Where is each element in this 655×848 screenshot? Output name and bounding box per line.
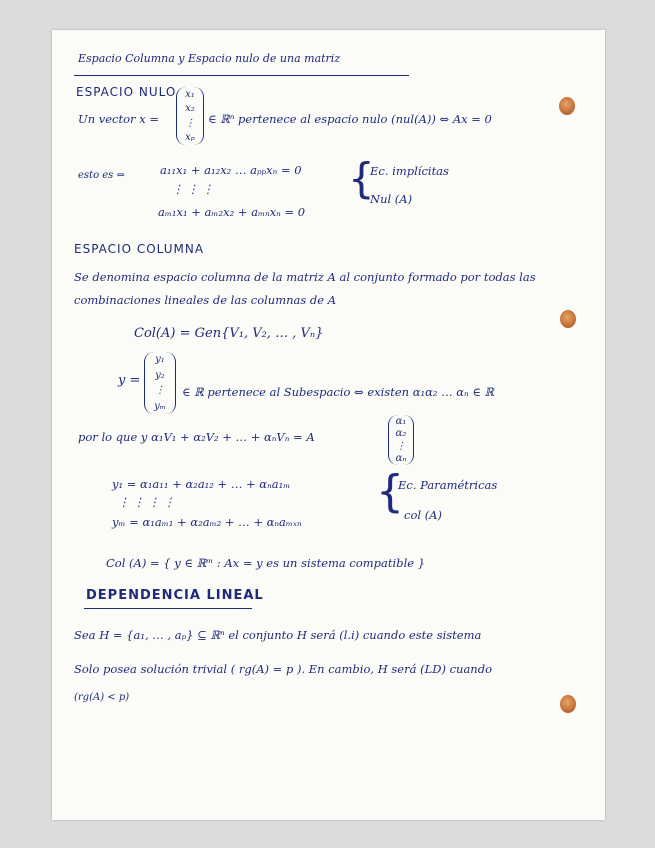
heading-espacio-nulo: ESPACIO NULO [76,85,177,99]
notebook-page [52,30,605,820]
vector-alpha-entry: αₙ [395,453,407,465]
vector-x-entry: ⋮ [185,117,195,129]
note-col-a: col (A) [404,508,442,522]
nulo-note-implicitas: Ec. implícitas [370,164,449,178]
vector-x [176,87,204,145]
nulo-eq-dots: ⋮ ⋮ ⋮ [172,182,214,196]
y-vector-prefix: y = [118,373,141,388]
vector-y-entry: ⋮ [155,385,165,397]
dependencia-line-3: (rg(A) < p) [74,692,130,703]
nulo-brace: { [348,154,375,203]
nulo-eq-prefix: esto es ⇔ [78,170,125,181]
nulo-note-nul: Nul (A) [370,192,413,206]
note-parametricas: Ec. Paramétricas [398,478,498,492]
vector-alpha-entry: ⋮ [396,440,406,452]
system-brace: { [376,466,404,517]
title-underline [74,75,409,76]
vector-y-entry: y₂ [155,369,165,381]
system-row-2: yₘ = α₁aₘ₁ + α₂aₘ₂ + … + αₙaₘₓₙ [112,515,302,529]
nulo-line1-suffix: ∈ ℝⁿ pertenece al espacio nulo (nul(A)) ⇔ Ax = 0 [208,112,492,126]
vector-alpha [388,415,414,465]
vector-y-entry: y₁ [155,354,165,366]
col-set-definition: Col (A) = { y ∈ ℝᵐ : Ax = y es un sistema compatible } [106,556,426,570]
punch-hole-lower [560,695,576,713]
dependencia-line-1: Sea H = {a₁, … , aₚ} ⊆ ℝⁿ el conjunto H será (l.i) cuando este sistema [74,628,482,642]
page-title: Espacio Columna y Espacio nulo de una matriz [78,52,341,65]
vector-alpha-entry: α₁ [395,415,407,427]
nulo-line1-prefix: Un vector x = [78,112,159,126]
punch-hole-middle [560,310,576,328]
y-vector-suffix: ∈ ℝ pertenece al Subespacio ⇔ existen α₁α₂ … αₙ ∈ ℝ [182,385,495,399]
system-dots: ⋮ ⋮ ⋮ ⋮ [118,495,175,509]
vector-x-entry: x₁ [185,88,195,100]
columna-definition-1: Se denomina espacio columna de la matriz A al conjunto formado por todas las [74,270,536,284]
vector-alpha-entry: α₂ [395,428,407,440]
por-lo-que-line: por lo que y α₁V₁ + α₂V₂ + … + αₙVₙ = A [78,430,315,444]
system-row-1: y₁ = α₁a₁₁ + α₂a₁₂ + … + αₙa₁ₘ [112,477,291,491]
heading-dependencia-lineal: DEPENDENCIA LINEAL [86,588,264,603]
vector-y-entry: yₘ [154,400,166,412]
vector-y [144,352,176,414]
dependencia-underline [84,608,252,609]
punch-hole-top [559,97,575,115]
vector-x-entry: xₚ [185,132,195,144]
nulo-eq-row1: a₁₁x₁ + a₁₂x₂ … aₚₚxₙ = 0 [160,163,302,177]
dependencia-line-2: Solo posea solución trivial ( rg(A) = p ). En cambio, H será (LD) cuando [74,662,492,676]
columna-definition-2: combinaciones lineales de las columnas de A [74,293,337,307]
heading-espacio-columna: ESPACIO COLUMNA [74,242,205,256]
nulo-eq-row2: aₘ₁x₁ + aₘ₂x₂ + aₘₙxₙ = 0 [158,205,306,219]
col-gen-definition: Col(A) = Gen{V₁, V₂, … , Vₙ} [134,326,324,341]
vector-x-entry: x₂ [185,103,195,115]
